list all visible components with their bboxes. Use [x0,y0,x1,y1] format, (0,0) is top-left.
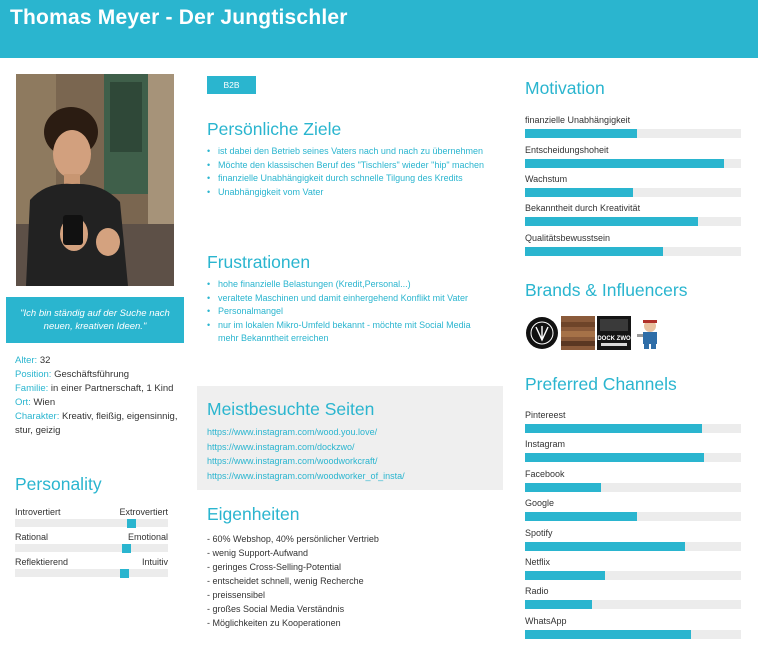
channel-track [525,483,741,492]
motivation-item [525,202,741,226]
motivation-track [525,188,741,197]
motivation-item [525,114,741,138]
list-item: • Unabhängigkeit vom Vater [207,186,492,200]
traits-list [207,532,379,630]
brand-logo-wood-you-love [525,316,559,350]
brands-title: Brands & Influencers [525,280,688,300]
personality-left-label: Reflektierend [15,557,69,567]
list-item: - entscheidet schnell, wenig Recherche [207,576,364,586]
channel-track [525,424,741,433]
fact-position-value: Geschäftsführung [51,369,130,380]
sites-title: Meistbesuchte Seiten [207,399,375,419]
list-item: - geringes Cross-Selling-Potential [207,562,342,572]
channel-label: Facebook [525,469,565,479]
frustrations-title: Frustrationen [207,252,311,272]
list-item: - wenig Support-Aufwand [207,548,309,558]
goals-list [207,145,492,199]
fact-family [15,382,180,396]
segment-badge: B2B [207,76,256,94]
list-item: - Möglichkeiten zu Kooperationen [207,618,341,628]
fact-family-value: in einer Partnerschaft, 1 Kind [48,383,174,394]
channel-fill [525,453,704,462]
channel-track [525,571,741,580]
personality-marker [127,519,136,528]
list-item: • finanzielle Unabhängigkeit durch schnelle Tilgung des Kredits [207,172,492,186]
frustrations-list [207,278,492,346]
personality-left-label: Introvertiert [15,507,61,517]
list-item: • ist dabei den Betrieb seines Vaters nach und nach zu übernehmen [207,145,492,159]
personality-track [15,569,168,577]
motivation-fill [525,217,698,226]
channel-track [525,600,741,609]
list-item: - 60% Webshop, 40% persönlicher Vertrieb [207,534,379,544]
channel-fill [525,571,605,580]
channel-label: Spotify [525,528,553,538]
list-item: • Möchte den klassischen Beruf des "Tischlers" wieder "hip" machen [207,159,492,173]
brand-logos [525,316,675,352]
personality-marker [120,569,129,578]
channel-track [525,453,741,462]
site-link[interactable]: https://www.instagram.com/woodworker_of_insta/ [207,470,405,481]
list-item: • Personalmangel [207,305,492,319]
brand-logo-dockzwo [597,316,631,350]
fact-age-value: 32 [37,355,51,366]
motivation-track [525,217,741,226]
channel-item [525,409,741,433]
channel-item [525,615,741,639]
channel-label: Radio [525,586,549,596]
traits-title: Eigenheiten [207,504,300,524]
goals-title: Persönliche Ziele [207,119,342,139]
motivation-title: Motivation [525,78,605,98]
brand-logo-woodworkcraft [561,316,595,350]
motivation-track [525,129,741,138]
channel-label: Pintereest [525,410,566,420]
persona-facts [15,354,180,438]
personality-right-label: Extrovertiert [119,507,168,517]
sites-list [207,425,405,483]
fact-character-key: Charakter: [15,411,60,422]
list-item: • nur im lokalen Mikro-Umfeld bekannt - möchte mit Social Media mehr Bekanntheit erreichen [207,319,492,346]
motivation-track [525,159,741,168]
brand-logo-woodworker-of-insta [633,316,667,350]
motivation-fill [525,129,637,138]
channel-fill [525,630,691,639]
fact-family-key: Familie: [15,383,49,394]
fact-age-key: Alter: [15,355,38,366]
channel-label: Instagram [525,439,566,449]
motivation-label: Wachstum [525,174,568,184]
fact-position [15,368,180,382]
personality-right-label: Emotional [127,532,168,542]
brand-logo-text: DOCK ZWO [597,336,631,342]
persona-quote: "Ich bin ständig auf der Suche nach neuen, kreativen Ideen." [6,297,184,343]
fact-age [15,354,180,368]
channel-fill [525,542,685,551]
personality-left-label: Rational [15,532,49,542]
site-link[interactable]: https://www.instagram.com/dockzwo/ [207,441,355,452]
channel-track [525,630,741,639]
channel-fill [525,512,637,521]
channel-item [525,527,741,551]
motivation-fill [525,159,724,168]
channel-fill [525,424,702,433]
header-bar [0,0,758,58]
motivation-item [525,173,741,197]
channel-item [525,585,741,609]
list-item: • hohe finanzielle Belastungen (Kredit,Personal...) [207,278,492,292]
list-item: - preissensibel [207,590,266,600]
fact-character-value: Kreativ, fleißig, eigensinnig, stur, geizig [15,411,178,436]
fact-location-value: Wien [30,397,56,408]
channel-track [525,542,741,551]
personality-track [15,544,168,552]
channel-item [525,556,741,580]
channel-fill [525,483,601,492]
site-link[interactable]: https://www.instagram.com/woodworkcraft/ [207,456,378,466]
fact-character [15,410,180,438]
motivation-item [525,232,741,256]
channel-item [525,468,741,492]
page-title: Thomas Meyer - Der Jungtischler [10,6,348,29]
channels-title: Preferred Channels [525,374,677,394]
fact-location-key: Ort: [15,397,31,408]
channel-item [525,438,741,462]
persona-photo [16,74,174,286]
list-item: • veraltete Maschinen und damit einhergehend Konflikt mit Vater [207,292,492,306]
list-item: - großes Social Media Verständnis [207,604,345,614]
personality-track [15,519,168,527]
motivation-fill [525,247,663,256]
motivation-label: Entscheidungshoheit [525,145,609,155]
motivation-label: Bekanntheit durch Kreativität [525,203,641,213]
channel-label: WhatsApp [525,616,567,626]
channel-fill [525,600,592,609]
channel-label: Netflix [525,557,551,567]
personality-right-label: Intuitiv [141,557,168,567]
personality-marker [122,544,131,553]
persona-photo-illustration [16,74,174,286]
channel-track [525,512,741,521]
motivation-item [525,144,741,168]
motivation-label: finanzielle Unabhängigkeit [525,115,631,125]
motivation-label: Qualitätsbewusstsein [525,233,611,243]
personality-title: Personality [15,474,102,494]
fact-location [15,396,180,410]
fact-position-key: Position: [15,369,52,380]
site-link[interactable]: https://www.instagram.com/wood.you.love/ [207,427,378,437]
channel-label: Google [525,498,555,508]
motivation-track [525,247,741,256]
motivation-fill [525,188,633,197]
channel-item [525,497,741,521]
